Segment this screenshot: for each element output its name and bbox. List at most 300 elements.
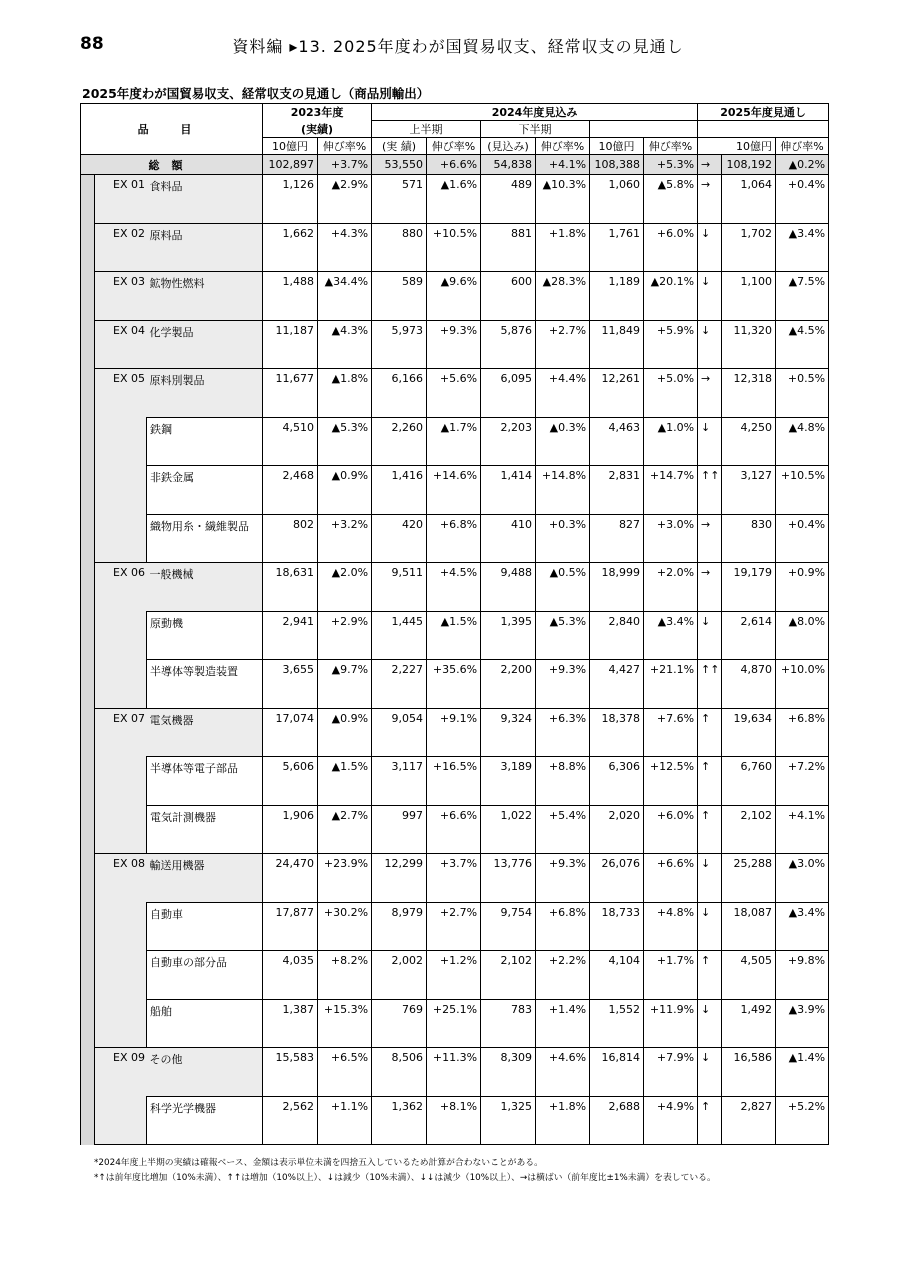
cell-g-h1: +1.2% [427,951,481,1000]
cell-v23: 15,583 [263,1048,318,1097]
cell-g23: ▲0.9% [318,466,372,515]
cell-arrow: → [698,514,722,563]
page-header: 資料編 ▸13. 2025年度わが国貿易収支、経常収支の見通し [232,37,684,56]
subitem-name: 半導体等電子部品 [147,757,263,806]
header-h2: 下半期 [481,121,590,138]
subitem-name: 非鉄金属 [147,466,263,515]
cell-g23: +23.9% [318,854,372,903]
cell-g23: +30.2% [318,902,372,951]
cell-g23: ▲1.5% [318,757,372,806]
left-gutter [81,320,95,369]
cell-g-h2: ▲0.5% [536,563,590,612]
total-g23: +3.7% [318,155,372,175]
cell-v23: 802 [263,514,318,563]
cell-v25: 4,250 [722,417,776,466]
cell-arrow: ↑ [698,805,722,854]
cell-v23: 2,562 [263,1096,318,1145]
indent-cell [95,805,147,854]
cell-v24: 1,060 [590,175,644,224]
cell-g25: ▲4.5% [776,320,829,369]
cell-v-h1: 880 [372,223,427,272]
item-name: 電気機器 [147,708,263,757]
left-gutter [81,1096,95,1145]
cell-v-h1: 3,117 [372,757,427,806]
cell-arrow: ↓ [698,417,722,466]
cell-v-h1: 2,227 [372,660,427,709]
cell-v24: 2,840 [590,611,644,660]
cell-v24: 2,020 [590,805,644,854]
cell-v-h2: 1,325 [481,1096,536,1145]
cell-v25: 18,087 [722,902,776,951]
cell-v24: 11,849 [590,320,644,369]
cell-v24: 2,831 [590,466,644,515]
cell-v24: 4,463 [590,417,644,466]
cell-v-h2: 5,876 [481,320,536,369]
total-label: 総額 [81,155,263,175]
page-number: 88 [80,34,104,54]
item-code: EX 04 [95,320,147,369]
subcategory-row [81,514,829,563]
cell-g-h1: +14.6% [427,466,481,515]
cell-v23: 1,387 [263,999,318,1048]
footnote-1: *2024年度上半期の実績は確報ベース、金額は表示単位未満を四捨五入しているため計算が合わないことがある。 [94,1158,543,1168]
cell-arrow: ↓ [698,320,722,369]
footnotes [94,1156,716,1186]
indent-cell [95,951,147,1000]
total-v25: 108,192 [722,155,776,175]
total-v24: 108,388 [590,155,644,175]
cell-g23: +15.3% [318,999,372,1048]
cell-v23: 11,677 [263,369,318,418]
cell-v25: 1,100 [722,272,776,321]
cell-v24: 4,427 [590,660,644,709]
cell-g-h1: +2.7% [427,902,481,951]
cell-g24: +5.0% [644,369,698,418]
cell-g-h1: ▲1.5% [427,611,481,660]
cell-v24: 18,378 [590,708,644,757]
cell-arrow: ↑↑ [698,660,722,709]
cell-g-h2: +9.3% [536,660,590,709]
indent-cell [95,999,147,1048]
cell-v25: 1,064 [722,175,776,224]
subitem-name: 電気計測機器 [147,805,263,854]
item-name: 食料品 [147,175,263,224]
cell-g24: ▲1.0% [644,417,698,466]
left-gutter [81,611,95,660]
cell-arrow: ↓ [698,902,722,951]
subcategory-row [81,757,829,806]
cell-g-h1: +25.1% [427,999,481,1048]
cell-g-h1: +9.1% [427,708,481,757]
subcategory-row [81,902,829,951]
cell-g23: ▲2.7% [318,805,372,854]
cell-v-h1: 589 [372,272,427,321]
subitem-name: 半導体等製造装置 [147,660,263,709]
item-name: 原料別製品 [147,369,263,418]
cell-v-h1: 2,260 [372,417,427,466]
cell-v25: 4,870 [722,660,776,709]
cell-g23: +8.2% [318,951,372,1000]
cell-g25: ▲7.5% [776,272,829,321]
header-item: 品 目 [81,104,263,155]
cell-v24: 18,999 [590,563,644,612]
item-name: その他 [147,1048,263,1097]
cell-g24: +14.7% [644,466,698,515]
cell-g-h1: ▲1.7% [427,417,481,466]
item-name: 原料品 [147,223,263,272]
category-row [81,272,829,321]
cell-g-h2: +1.8% [536,223,590,272]
cell-v24: 16,814 [590,1048,644,1097]
cell-v23: 11,187 [263,320,318,369]
cell-g24: +6.6% [644,854,698,903]
cell-g-h2: ▲5.3% [536,611,590,660]
cell-v-h1: 1,445 [372,611,427,660]
cell-arrow: ↑ [698,1096,722,1145]
cell-v25: 25,288 [722,854,776,903]
cell-g25: +0.5% [776,369,829,418]
cell-v-h1: 9,511 [372,563,427,612]
cell-v-h2: 2,203 [481,417,536,466]
unit-2023-growth: 伸び率% [318,138,372,155]
cell-v-h1: 420 [372,514,427,563]
header-2024: 2024年度見込み [372,104,698,121]
left-gutter [81,175,95,224]
cell-g-h2: +1.4% [536,999,590,1048]
cell-g25: ▲3.4% [776,902,829,951]
cell-g-h2: +4.4% [536,369,590,418]
category-row [81,223,829,272]
cell-g-h1: ▲9.6% [427,272,481,321]
cell-g25: +0.4% [776,514,829,563]
cell-g-h2: +5.4% [536,805,590,854]
cell-v-h2: 6,095 [481,369,536,418]
export-forecast-table [80,103,829,1145]
cell-v23: 17,877 [263,902,318,951]
cell-v-h2: 8,309 [481,1048,536,1097]
cell-v-h1: 769 [372,999,427,1048]
cell-v25: 1,702 [722,223,776,272]
unit-h1-growth: 伸び率% [427,138,481,155]
total-g-h1: +6.6% [427,155,481,175]
cell-g24: +2.0% [644,563,698,612]
cell-arrow: ↓ [698,854,722,903]
subcategory-row [81,660,829,709]
left-gutter [81,563,95,612]
cell-g23: ▲0.9% [318,708,372,757]
cell-g24: ▲20.1% [644,272,698,321]
subcategory-row [81,805,829,854]
cell-v24: 18,733 [590,902,644,951]
cell-arrow: ↓ [698,223,722,272]
cell-v25: 19,634 [722,708,776,757]
category-row [81,175,829,224]
item-name: 一般機械 [147,563,263,612]
cell-v24: 26,076 [590,854,644,903]
cell-v-h2: 600 [481,272,536,321]
cell-g25: ▲3.4% [776,223,829,272]
cell-g25: +4.1% [776,805,829,854]
cell-arrow: ↑ [698,757,722,806]
cell-g-h2: +2.7% [536,320,590,369]
table-title: 2025年度わが国貿易収支、経常収支の見通し（商品別輸出） [82,86,430,101]
cell-g24: +7.6% [644,708,698,757]
unit-2024-value: 10億円 [590,138,644,155]
cell-v24: 1,761 [590,223,644,272]
item-code: EX 08 [95,854,147,903]
cell-v24: 4,104 [590,951,644,1000]
subitem-name: 原動機 [147,611,263,660]
cell-g-h2: ▲28.3% [536,272,590,321]
cell-v23: 18,631 [263,563,318,612]
cell-v24: 827 [590,514,644,563]
cell-v-h2: 1,395 [481,611,536,660]
subcategory-row [81,466,829,515]
cell-v-h1: 6,166 [372,369,427,418]
cell-g23: +4.3% [318,223,372,272]
category-row [81,854,829,903]
cell-g-h2: +1.8% [536,1096,590,1145]
cell-v-h2: 3,189 [481,757,536,806]
cell-v23: 1,662 [263,223,318,272]
cell-v25: 2,102 [722,805,776,854]
cell-g-h1: +11.3% [427,1048,481,1097]
cell-g24: +6.0% [644,223,698,272]
item-name: 化学製品 [147,320,263,369]
cell-v-h1: 1,416 [372,466,427,515]
cell-g23: ▲9.7% [318,660,372,709]
cell-g-h1: +35.6% [427,660,481,709]
cell-v25: 4,505 [722,951,776,1000]
header-h1: 上半期 [372,121,481,138]
cell-v-h2: 9,324 [481,708,536,757]
cell-g24: +11.9% [644,999,698,1048]
subcategory-row [81,999,829,1048]
cell-v-h2: 489 [481,175,536,224]
cell-arrow: → [698,175,722,224]
cell-v-h2: 2,102 [481,951,536,1000]
cell-arrow: ↑↑ [698,466,722,515]
cell-g25: ▲3.0% [776,854,829,903]
total-v-h1: 53,550 [372,155,427,175]
cell-v25: 2,827 [722,1096,776,1145]
cell-g23: +3.2% [318,514,372,563]
subitem-name: 自動車 [147,902,263,951]
left-gutter [81,660,95,709]
total-arrow: → [698,155,722,175]
cell-g-h1: +16.5% [427,757,481,806]
cell-v24: 1,189 [590,272,644,321]
unit-2024-growth: 伸び率% [644,138,698,155]
cell-g25: ▲1.4% [776,1048,829,1097]
cell-g-h2: +14.8% [536,466,590,515]
cell-v-h1: 2,002 [372,951,427,1000]
cell-g25: +7.2% [776,757,829,806]
cell-v-h1: 1,362 [372,1096,427,1145]
header-blank [590,121,698,138]
left-gutter [81,514,95,563]
indent-cell [95,660,147,709]
cell-v-h1: 571 [372,175,427,224]
left-gutter [81,466,95,515]
cell-v23: 1,488 [263,272,318,321]
footnote-2: *↑は前年度比増加（10%未満）、↑↑は増加（10%以上）、↓は減少（10%未満）、↓↓は減少（10%以上）、→は横ばい（前年度比±1%未満）を表している。 [94,1173,716,1183]
cell-g-h1: ▲1.6% [427,175,481,224]
cell-g23: ▲2.9% [318,175,372,224]
unit-h2-growth: 伸び率% [536,138,590,155]
left-gutter [81,708,95,757]
subitem-name: 鉄鋼 [147,417,263,466]
total-row [81,155,829,175]
item-code: EX 02 [95,223,147,272]
item-code: EX 03 [95,272,147,321]
cell-g-h2: ▲0.3% [536,417,590,466]
cell-arrow: ↓ [698,272,722,321]
item-name: 輸送用機器 [147,854,263,903]
cell-g-h2: +4.6% [536,1048,590,1097]
cell-v24: 12,261 [590,369,644,418]
subcategory-row [81,951,829,1000]
cell-v-h2: 783 [481,999,536,1048]
left-gutter [81,854,95,903]
cell-v25: 2,614 [722,611,776,660]
cell-v-h1: 8,506 [372,1048,427,1097]
cell-v-h2: 410 [481,514,536,563]
cell-g-h1: +5.6% [427,369,481,418]
cell-g24: ▲5.8% [644,175,698,224]
cell-g25: ▲8.0% [776,611,829,660]
header-2023-sub: (実績) [263,121,372,138]
cell-v23: 3,655 [263,660,318,709]
cell-v25: 3,127 [722,466,776,515]
cell-g23: ▲2.0% [318,563,372,612]
indent-cell [95,466,147,515]
cell-g23: ▲1.8% [318,369,372,418]
cell-v23: 4,510 [263,417,318,466]
cell-g24: +4.9% [644,1096,698,1145]
cell-g-h2: +0.3% [536,514,590,563]
cell-g-h1: +6.6% [427,805,481,854]
cell-g-h2: +8.8% [536,757,590,806]
total-v23: 102,897 [263,155,318,175]
total-g24: +5.3% [644,155,698,175]
left-gutter [81,757,95,806]
subcategory-row [81,417,829,466]
cell-arrow: ↓ [698,611,722,660]
cell-g-h2: +6.8% [536,902,590,951]
cell-v25: 6,760 [722,757,776,806]
indent-cell [95,514,147,563]
cell-v23: 2,941 [263,611,318,660]
cell-v23: 1,126 [263,175,318,224]
left-gutter [81,369,95,418]
cell-g23: ▲34.4% [318,272,372,321]
total-v-h2: 54,838 [481,155,536,175]
category-row [81,1048,829,1097]
cell-v23: 4,035 [263,951,318,1000]
unit-2025-growth: 伸び率% [776,138,829,155]
cell-v-h1: 9,054 [372,708,427,757]
subitem-name: 織物用糸・繊維製品 [147,514,263,563]
cell-v-h2: 13,776 [481,854,536,903]
item-code: EX 05 [95,369,147,418]
cell-g25: +0.4% [776,175,829,224]
cell-arrow: ↑ [698,708,722,757]
cell-v-h1: 8,979 [372,902,427,951]
cell-v23: 2,468 [263,466,318,515]
item-code: EX 07 [95,708,147,757]
cell-v-h2: 1,022 [481,805,536,854]
cell-g24: +4.8% [644,902,698,951]
cell-v25: 19,179 [722,563,776,612]
cell-v24: 2,688 [590,1096,644,1145]
header-blank-2025 [698,121,829,138]
left-gutter [81,951,95,1000]
cell-g-h1: +4.5% [427,563,481,612]
cell-g23: +6.5% [318,1048,372,1097]
category-row [81,320,829,369]
cell-g25: +10.0% [776,660,829,709]
cell-arrow: ↓ [698,999,722,1048]
unit-h2-value: (見込み) [481,138,536,155]
cell-g25: ▲3.9% [776,999,829,1048]
cell-g-h2: +6.3% [536,708,590,757]
unit-2025-value: 10億円 [698,138,776,155]
indent-cell [95,1096,147,1145]
cell-g23: +1.1% [318,1096,372,1145]
indent-cell [95,417,147,466]
unit-h1-value: (実 績) [372,138,427,155]
cell-v-h1: 5,973 [372,320,427,369]
cell-g23: +2.9% [318,611,372,660]
indent-cell [95,757,147,806]
cell-g24: +21.1% [644,660,698,709]
cell-g-h1: +3.7% [427,854,481,903]
cell-g-h1: +8.1% [427,1096,481,1145]
item-name: 鉱物性燃料 [147,272,263,321]
left-gutter [81,223,95,272]
left-gutter [81,1048,95,1097]
left-gutter [81,417,95,466]
category-row [81,563,829,612]
cell-g24: +12.5% [644,757,698,806]
subitem-name: 科学光学機器 [147,1096,263,1145]
cell-v25: 16,586 [722,1048,776,1097]
cell-g25: +9.8% [776,951,829,1000]
cell-g23: ▲5.3% [318,417,372,466]
cell-v-h2: 1,414 [481,466,536,515]
cell-v23: 24,470 [263,854,318,903]
cell-g-h2: +2.2% [536,951,590,1000]
item-code: EX 01 [95,175,147,224]
cell-v-h1: 12,299 [372,854,427,903]
header-2025: 2025年度見通し [698,104,829,121]
item-code: EX 06 [95,563,147,612]
cell-g-h1: +9.3% [427,320,481,369]
cell-v24: 1,552 [590,999,644,1048]
cell-v-h2: 2,200 [481,660,536,709]
cell-v25: 12,318 [722,369,776,418]
cell-g24: +1.7% [644,951,698,1000]
total-g25: ▲0.2% [776,155,829,175]
cell-arrow: ↓ [698,1048,722,1097]
cell-v25: 1,492 [722,999,776,1048]
header-2023: 2023年度 [263,104,372,121]
category-row [81,708,829,757]
cell-arrow: ↑ [698,951,722,1000]
cell-v-h2: 881 [481,223,536,272]
total-g-h2: +4.1% [536,155,590,175]
